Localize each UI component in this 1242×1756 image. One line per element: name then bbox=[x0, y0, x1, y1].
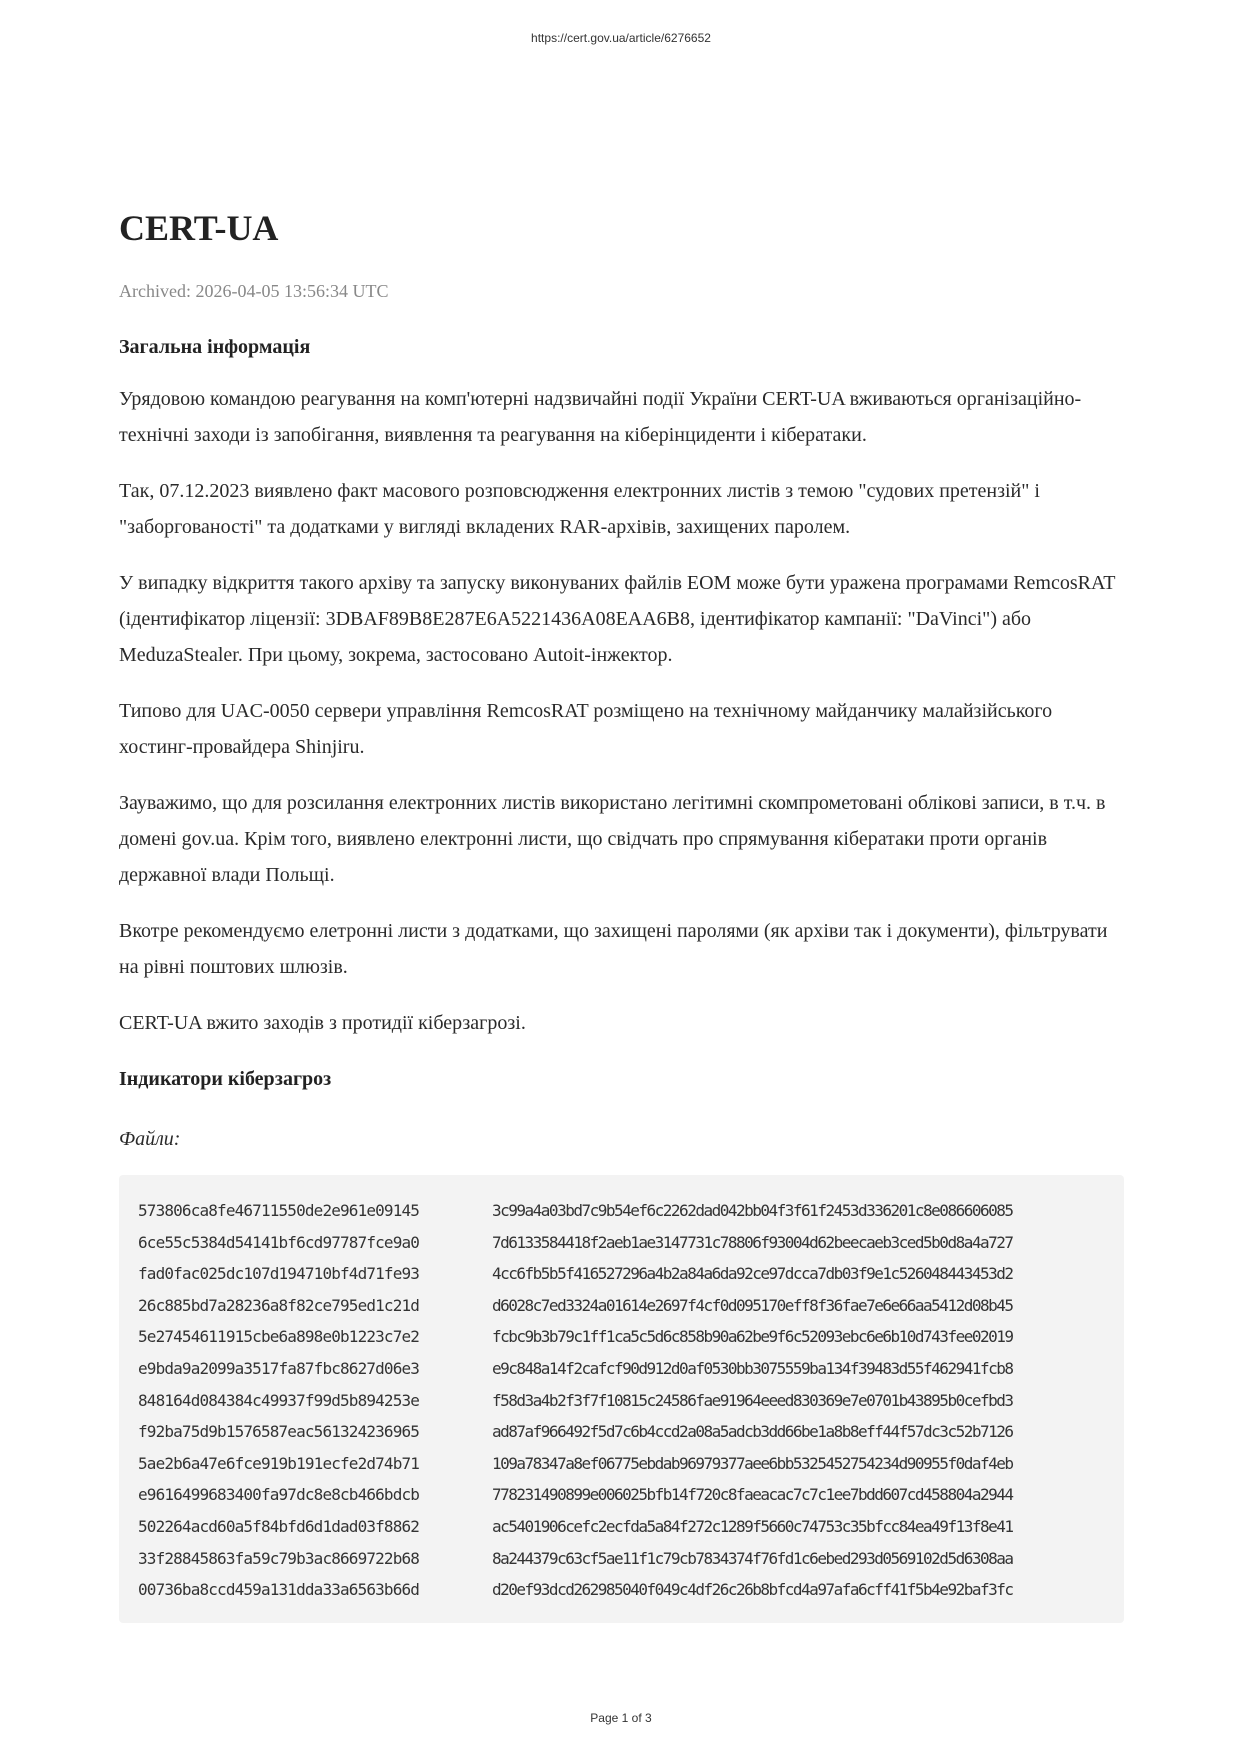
sha256-hash: 3c99a4a03bd7c9b54ef6c2262dad042bb04f3f61f2453d336201c8e086606085 bbox=[492, 1201, 1013, 1220]
archived-timestamp: Archived: 2026-04-05 13:56:34 UTC bbox=[119, 281, 389, 301]
sha256-hash: 7d6133584418f2aeb1ae3147731c78806f93004d62beecaeb3ced5b0d8a4a727 bbox=[492, 1232, 1013, 1252]
md5-hash: fad0fac025dc107d194710bf4d71fe93 bbox=[138, 1264, 420, 1284]
sha256-hash: 8a244379c63cf5ae11f1c79cb7834374f76fd1c6ebed293d0569102d5d6308aa bbox=[492, 1548, 1013, 1568]
sha256-hash: f58d3a4b2f3f7f10815c24586fae91964eeed830369e7e0701b43895b0cefbd3 bbox=[492, 1390, 1013, 1410]
page-title: CERT-UA bbox=[119, 208, 279, 248]
paragraph-compromised-accounts: Зауважимо, що для розсилання електронних листів використано легітимні скомпрометовані облікові записи, в т.ч. в домені gov.ua. Крім того, виявлено електронні листи, що свідчать про спрямування кібератаки проти органів державної влади Польщі. bbox=[119, 792, 1106, 886]
md5-hash: 848164d084384c49937f99d5b894253e bbox=[138, 1390, 420, 1410]
md5-hash: e9bda9a2099a3517fa87fbc8627d06e3 bbox=[138, 1358, 420, 1378]
sha256-hash: d20ef93dcd262985040f049c4df26c26b8bfcd4a97afa6cff41f5b4e92baf3fc bbox=[492, 1580, 1013, 1600]
md5-hash: 33f28845863fa59c79b3ac8669722b68 bbox=[138, 1548, 420, 1568]
general-info-heading: Загальна інформація bbox=[119, 336, 311, 358]
md5-hash: 5e27454611915cbe6a898e0b1223c7e2 bbox=[138, 1327, 420, 1347]
md5-hash: 00736ba8ccd459a131dda33a6563b66d bbox=[138, 1580, 420, 1600]
sha256-hash: fcbc9b3b79c1ff1ca5c5d6c858b90a62be9f6c52093ebc6e6b10d743fee02019 bbox=[492, 1327, 1013, 1347]
md5-hash: 26c885bd7a28236a8f82ce795ed1c21d bbox=[138, 1295, 420, 1315]
sha256-hash: e9c848a14f2cafcf90d912d0af0530bb3075559ba134f39483d55f462941fcb8 bbox=[492, 1358, 1013, 1378]
paragraph-malware: У випадку відкриття такого архіву та запуску виконуваних файлів ЕОМ може бути уражена програмами RemcosRAT (ідентифікатор ліцензії: 3DBAF89B8E287E6A5221436A08EAA6B8, ідентифікатор кампанії: "DaVinci") або MeduzaStealer. При цьому, зокрема, застосовано Autoit-інжектор. bbox=[119, 572, 1116, 666]
md5-hash: f92ba75d9b1576587eac561324236965 bbox=[138, 1422, 420, 1442]
paragraph-c2-servers: Типово для UAC-0050 сервери управління RemcosRAT розміщено на технічному майданчику малайзійського хостинг-провайдера Shinjiru. bbox=[119, 700, 1053, 758]
sha256-hash: ac5401906cefc2ecfda5a84f272c1289f5660c74753c35bfcc84ea49f13f8e41 bbox=[492, 1516, 1013, 1536]
sha256-hash-column bbox=[492, 1195, 1122, 1606]
paragraph-intro: Урядовою командою реагування на комп'ютерні надзвичайні події України CERT-UA вживаються організаційно-технічні заходи із запобігання, виявлення та реагування на кіберінциденти і кібератаки. bbox=[119, 388, 1082, 446]
md5-hash: 502264acd60a5f84bfd6d1dad03f8862 bbox=[138, 1516, 420, 1536]
paragraph-measures: CERT-UA вжито заходів з протидії кіберзагрозі. bbox=[119, 1012, 526, 1034]
md5-hash: 5ae2b6a47e6fce919b191ecfe2d74b71 bbox=[138, 1453, 420, 1473]
md5-hash: 573806ca8fe46711550de2e961e09145 bbox=[138, 1201, 420, 1220]
files-label: Файли: bbox=[119, 1128, 181, 1150]
md5-hash: 6ce55c5384d54141bf6cd97787fce9a0 bbox=[138, 1232, 420, 1252]
paragraph-detection: Так, 07.12.2023 виявлено факт масового розповсюдження електронних листів з темою "судових претензій" і "заборгованості" та додатками у вигляді вкладених RAR-архівів, захищених паролем. bbox=[119, 480, 1040, 538]
md5-hash-column bbox=[138, 1195, 468, 1606]
page-url: https://cert.gov.ua/article/6276652 bbox=[531, 31, 711, 45]
md5-hash: e9616499683400fa97dc8e8cb466bdcb bbox=[138, 1485, 420, 1505]
article bbox=[119, 210, 1124, 1623]
ioc-heading: Індикатори кіберзагроз bbox=[119, 1068, 332, 1090]
file-hashes-code-block bbox=[119, 1175, 1124, 1623]
sha256-hash: 778231490899e006025bfb14f720c8faeacac7c7c1ee7bdd607cd458804a2944 bbox=[492, 1485, 1013, 1505]
sha256-hash: ad87af966492f5d7c6b4ccd2a08a5adcb3dd66be1a8b8eff44f57dc3c52b7126 bbox=[492, 1422, 1013, 1442]
paragraph-recommendation: Вкотре рекомендуємо елетронні листи з додатками, що захищені паролями (як архіви так і документи), фільтрувати на рівні поштових шлюзів. bbox=[119, 920, 1108, 978]
page-number: Page 1 of 3 bbox=[590, 1711, 652, 1725]
sha256-hash: d6028c7ed3324a01614e2697f4cf0d095170eff8f36fae7e6e66aa5412d08b45 bbox=[492, 1295, 1013, 1315]
sha256-hash: 4cc6fb5b5f416527296a4b2a84a6da92ce97dcca7db03f9e1c526048443453d2 bbox=[492, 1264, 1013, 1284]
sha256-hash: 109a78347a8ef06775ebdab96979377aee6bb5325452754234d90955f0daf4eb bbox=[492, 1453, 1013, 1473]
